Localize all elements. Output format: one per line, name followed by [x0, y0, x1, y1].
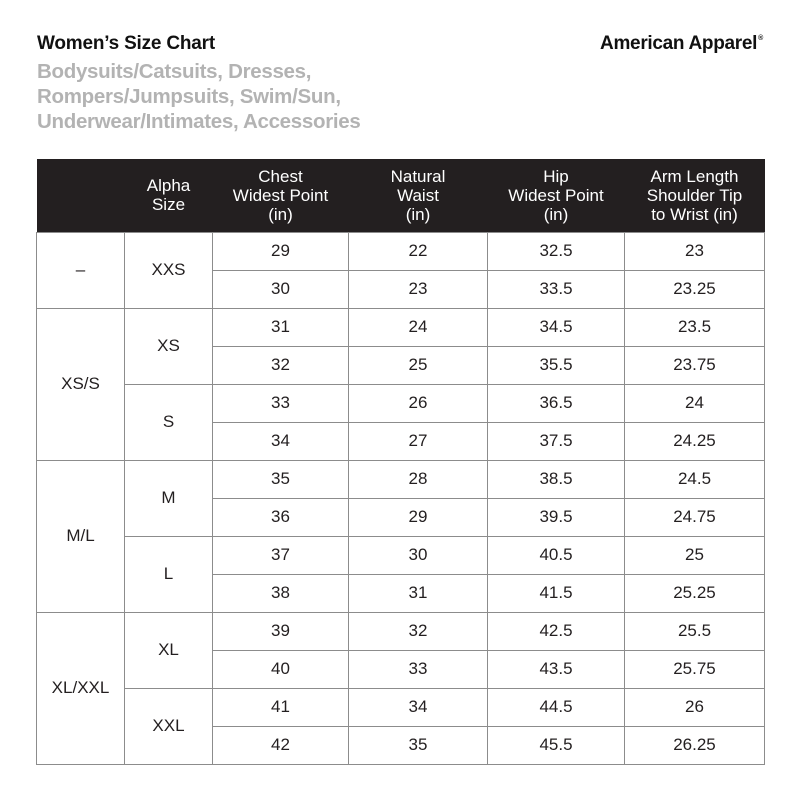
waist-cell: 27 — [349, 422, 488, 460]
column-header — [37, 159, 125, 232]
column-header-line: (in) — [405, 204, 431, 224]
arm-length-cell: 26 — [625, 688, 765, 726]
arm-length-cell: 23.75 — [625, 346, 765, 384]
arm-length-cell: 25.5 — [625, 612, 765, 650]
size-chart-table — [36, 159, 765, 765]
chest-cell: 38 — [213, 574, 349, 612]
column-header-line: (in) — [268, 204, 293, 224]
arm-length-cell: 26.25 — [625, 726, 765, 764]
hip-cell: 44.5 — [488, 688, 625, 726]
page-subtitle — [37, 59, 361, 134]
column-header-line: Widest Point — [508, 185, 604, 205]
waist-cell: 33 — [349, 650, 488, 688]
fit-size-cell: M/L — [37, 460, 125, 612]
subtitle-line: Underwear/Intimates, Accessories — [37, 110, 361, 133]
arm-length-cell: 24 — [625, 384, 765, 422]
alpha-size-cell: S — [125, 384, 213, 460]
alpha-size-cell: XXS — [125, 232, 213, 308]
waist-cell: 26 — [349, 384, 488, 422]
waist-cell: 22 — [349, 232, 488, 270]
chest-cell: 42 — [213, 726, 349, 764]
arm-length-cell: 25.75 — [625, 650, 765, 688]
arm-length-cell: 24.25 — [625, 422, 765, 460]
table-body — [37, 232, 765, 764]
waist-cell: 30 — [349, 536, 488, 574]
table-row — [37, 688, 765, 726]
waist-cell: 35 — [349, 726, 488, 764]
table-row — [37, 232, 765, 270]
chest-cell: 35 — [213, 460, 349, 498]
waist-cell: 24 — [349, 308, 488, 346]
arm-length-cell: 23.25 — [625, 270, 765, 308]
chest-cell: 30 — [213, 270, 349, 308]
chest-cell: 32 — [213, 346, 349, 384]
arm-length-cell: 25.25 — [625, 574, 765, 612]
page-title: Women’s Size Chart — [37, 33, 215, 54]
table-row — [37, 460, 765, 498]
hip-cell: 32.5 — [488, 232, 625, 270]
table-header — [37, 159, 765, 232]
alpha-size-cell: L — [125, 536, 213, 612]
chest-cell: 31 — [213, 308, 349, 346]
chest-cell: 41 — [213, 688, 349, 726]
column-header — [213, 159, 349, 232]
hip-cell: 43.5 — [488, 650, 625, 688]
column-header-line: to Wrist (in) — [651, 204, 738, 224]
arm-length-cell: 25 — [625, 536, 765, 574]
fit-size-cell: XL/XXL — [37, 612, 125, 764]
chest-cell: 34 — [213, 422, 349, 460]
hip-cell: 45.5 — [488, 726, 625, 764]
hip-cell: 36.5 — [488, 384, 625, 422]
alpha-size-cell: XXL — [125, 688, 213, 764]
alpha-size-cell: XS — [125, 308, 213, 384]
chest-cell: 36 — [213, 498, 349, 536]
hip-cell: 39.5 — [488, 498, 625, 536]
waist-cell: 34 — [349, 688, 488, 726]
hip-cell: 40.5 — [488, 536, 625, 574]
chest-cell: 40 — [213, 650, 349, 688]
column-header — [349, 159, 488, 232]
column-header-line: Natural — [390, 166, 446, 186]
column-header-line: Hip — [543, 166, 569, 186]
brand-name: American Apparel — [600, 33, 758, 54]
table-row — [37, 384, 765, 422]
chest-cell: 29 — [213, 232, 349, 270]
column-header-line: Shoulder Tip — [646, 185, 743, 205]
arm-length-cell: 23.5 — [625, 308, 765, 346]
arm-length-cell: 23 — [625, 232, 765, 270]
table-row — [37, 536, 765, 574]
column-header — [488, 159, 625, 232]
hip-cell: 35.5 — [488, 346, 625, 384]
hip-cell: 37.5 — [488, 422, 625, 460]
waist-cell: 23 — [349, 270, 488, 308]
fit-size-cell: XS/S — [37, 308, 125, 460]
column-header-line: Waist — [397, 185, 439, 205]
column-header — [125, 159, 213, 232]
registered-mark: ® — [758, 35, 763, 42]
hip-cell: 33.5 — [488, 270, 625, 308]
fit-size-cell: – — [37, 232, 125, 308]
arm-length-cell: 24.75 — [625, 498, 765, 536]
waist-cell: 28 — [349, 460, 488, 498]
column-header-line: Size — [151, 195, 186, 215]
subtitle-line: Bodysuits/Catsuits, Dresses, — [37, 60, 312, 83]
waist-cell: 31 — [349, 574, 488, 612]
table-header-row — [37, 159, 765, 232]
brand-logo — [600, 33, 763, 55]
column-header — [625, 159, 765, 232]
chest-cell: 37 — [213, 536, 349, 574]
column-header-line: Widest Point — [232, 185, 329, 205]
arm-length-cell: 24.5 — [625, 460, 765, 498]
table-row — [37, 612, 765, 650]
chest-cell: 39 — [213, 612, 349, 650]
waist-cell: 32 — [349, 612, 488, 650]
hip-cell: 42.5 — [488, 612, 625, 650]
alpha-size-cell: XL — [125, 612, 213, 688]
hip-cell: 34.5 — [488, 308, 625, 346]
waist-cell: 25 — [349, 346, 488, 384]
subtitle-line: Rompers/Jumpsuits, Swim/Sun, — [37, 85, 341, 108]
column-header-line: Alpha — [146, 176, 191, 196]
column-header-line: Arm Length — [650, 166, 739, 186]
column-header-line: Chest — [258, 166, 303, 186]
column-header-line: (in) — [543, 204, 569, 224]
table-row — [37, 308, 765, 346]
alpha-size-cell: M — [125, 460, 213, 536]
hip-cell: 41.5 — [488, 574, 625, 612]
hip-cell: 38.5 — [488, 460, 625, 498]
chest-cell: 33 — [213, 384, 349, 422]
waist-cell: 29 — [349, 498, 488, 536]
